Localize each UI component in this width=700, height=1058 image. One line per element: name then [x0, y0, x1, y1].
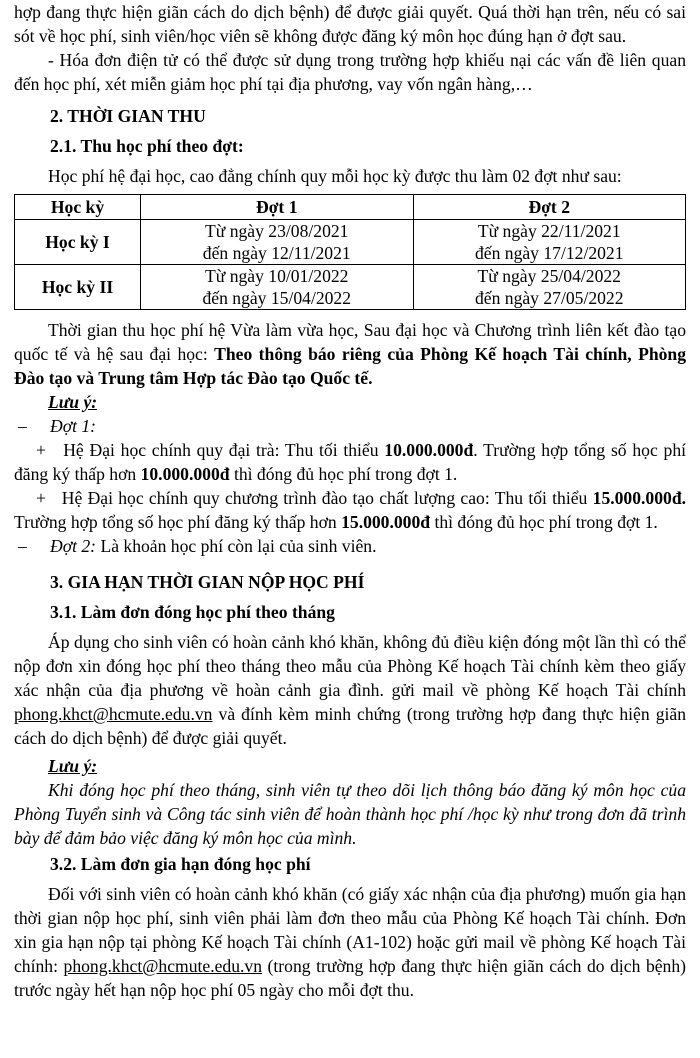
section-3-title: 3. GIA HẠN THỜI GIAN NỘP HỌC PHÍ	[50, 572, 365, 592]
section-2-1-title: 2.1. Thu học phí theo đợt:	[50, 136, 244, 156]
other-programs-bold: Theo thông báo riêng của Phòng Kế hoạch Tài chính, Phòng Đào tạo và Trung tâm Hợp tác Đào tạo Quốc tế.	[14, 344, 687, 388]
phase-1-cell	[141, 265, 414, 310]
hq-text-a: Hệ Đại học chính quy chương trình đào tạo chất lượng cao: Thu tối thiểu	[61, 488, 593, 508]
phase-1-item	[14, 414, 686, 438]
email-link[interactable]: phong.khct@hcmute.edu.vn	[14, 704, 213, 724]
table-row	[15, 265, 686, 310]
note-label: Lưu ý:	[48, 392, 98, 412]
col-header-phase-1: Đợt 1	[141, 195, 414, 220]
regular-program-item	[14, 438, 686, 486]
hq-amount-2: 15.000.000đ	[341, 512, 431, 532]
phase-2-text: Là khoản học phí còn lại của sinh viên.	[96, 536, 377, 556]
section-3-2-text-b: (trong trường hợp đang thực hiện giãn cách do dịch bệnh) trước ngày hết hạn nộp học phí 05 ngày cho mỗi đợt thu.	[14, 956, 687, 1000]
intro-e-invoice-note: - Hóa đơn điện tử có thể được sử dụng trong trường hợp khiếu nại các vấn đề liên quan đến học phí, xét miễn giảm học phí tại địa phương, vay vốn ngân hàng,…	[14, 50, 686, 94]
plus-mark: +	[36, 440, 46, 460]
dash-mark: –	[18, 536, 27, 556]
phase-1-label: Đợt 1:	[50, 416, 97, 436]
regular-text-c: thì đóng đủ học phí trong đợt 1.	[229, 464, 458, 484]
phase-2-start: Từ ngày 25/04/2022	[477, 266, 621, 286]
section-3-2-paragraph	[14, 882, 686, 1002]
phase-2-start: Từ ngày 22/11/2021	[477, 221, 621, 241]
phase-1-start: Từ ngày 10/01/2022	[205, 266, 349, 286]
section-2-title: 2. THỜI GIAN THU	[50, 106, 206, 126]
phase-2-item	[14, 534, 686, 558]
semester-cell: Học kỳ II	[15, 265, 141, 310]
phase-1-end: đến ngày 15/04/2022	[202, 288, 352, 308]
table-header-row	[15, 195, 686, 220]
phase-1-cell	[141, 220, 414, 265]
phase-2-end: đến ngày 27/05/2022	[474, 288, 624, 308]
monthly-note-text: Khi đóng học phí theo tháng, sinh viên tự theo dõi lịch thông báo đăng ký môn học của Phòng Tuyển sinh và Công tác sinh viên để hoàn thành học phí /học kỳ như trong đơn đã trình bày để đảm bảo việc đăng ký môn học của mình.	[14, 780, 686, 848]
phase-2-cell	[413, 265, 686, 310]
phase-2-label: Đợt 2:	[50, 536, 97, 556]
phase-1-start: Từ ngày 23/08/2021	[205, 221, 349, 241]
section-3-1-title: 3.1. Làm đơn đóng học phí theo tháng	[50, 602, 335, 622]
col-header-phase-2: Đợt 2	[413, 195, 686, 220]
col-header-semester: Học kỳ	[15, 195, 141, 220]
hq-text-c: thì đóng đủ học phí trong đợt 1.	[430, 512, 658, 532]
document-page	[14, 0, 686, 1002]
high-quality-program-item	[14, 486, 686, 534]
section-3-1-text-b: và đính kèm minh chứng (trong trường hợp đang thực hiện giãn cách do dịch bệnh) để được giải quyết.	[14, 704, 686, 748]
regular-amount-1: 10.000.000đ	[384, 440, 474, 460]
plus-mark: +	[36, 488, 46, 508]
hq-text-b: Trường hợp tổng số học phí đăng ký thấp hơn	[14, 512, 342, 532]
regular-text-a: Hệ Đại học chính quy đại trà: Thu tối thiểu	[63, 440, 385, 460]
semester-cell: Học kỳ I	[15, 220, 141, 265]
phase-2-cell	[413, 220, 686, 265]
section-3-1-paragraph	[14, 630, 686, 750]
other-programs-text: Thời gian thu học phí hệ Vừa làm vừa học, Sau đại học và Chương trình liên kết đào tạo quốc tế và hệ sau đại học:	[14, 320, 686, 364]
section-3-2-text-a: Đối với sinh viên có hoàn cảnh khó khăn (có giấy xác nhận của địa phương) muốn gia hạn thời gian nộp học phí, sinh viên phải làm đơn theo mẫu của Phòng Kế hoạch Tài chính. Đơn xin gia hạn nộp tại phòng Kế hoạch Tài chính (A1-102) hoặc gửi mail về phòng Kế hoạch Tài chính:	[14, 884, 686, 976]
regular-amount-2: 10.000.000đ	[140, 464, 230, 484]
tuition-schedule-table	[14, 194, 686, 310]
regular-text-b: . Trường hợp tổng số học phí đăng ký thấp hơn	[14, 440, 687, 484]
table-row	[15, 220, 686, 265]
other-programs-paragraph	[14, 318, 686, 390]
intro-paragraph-end: hợp đang thực hiện giãn cách do dịch bệnh) để được giải quyết. Quá thời hạn trên, nếu có sai sót về học phí, sinh viên/học viên sẽ không được đăng ký môn học đúng hạn ở đợt sau.	[14, 2, 686, 46]
section-3-1-text-a: Áp dụng cho sinh viên có hoàn cảnh khó khăn, không đủ điều kiện đóng một lần thì có thể nộp đơn xin đóng học phí theo tháng theo mẫu của Phòng Kế hoạch Tài chính kèm theo giấy xác nhận của địa phương về hoàn cảnh gia đình. gửi mail về phòng Kế hoạch Tài chính	[14, 632, 686, 700]
section-3-2-title: 3.2. Làm đơn gia hạn đóng học phí	[50, 854, 311, 874]
phase-1-end: đến ngày 12/11/2021	[202, 243, 351, 263]
email-link-2[interactable]: phong.khct@hcmute.edu.vn	[63, 956, 262, 976]
dash-mark: –	[18, 416, 27, 436]
hq-amount-1: 15.000.000đ.	[592, 488, 686, 508]
section-2-1-text: Học phí hệ đại học, cao đẳng chính quy mỗi học kỳ được thu làm 02 đợt như sau:	[48, 166, 622, 186]
note-label-2: Lưu ý:	[48, 756, 98, 776]
phase-2-end: đến ngày 17/12/2021	[474, 243, 624, 263]
